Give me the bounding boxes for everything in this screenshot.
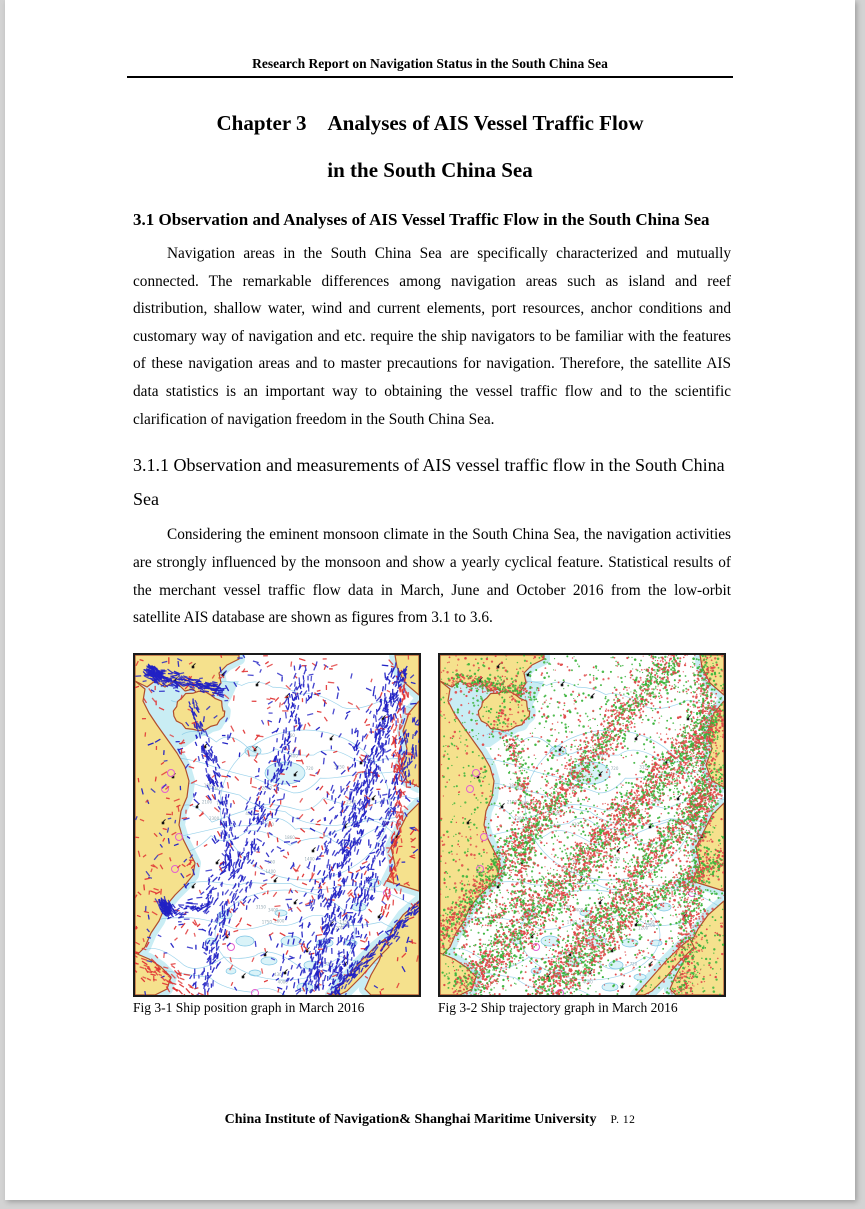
figure-3-2-map	[438, 653, 726, 997]
section-3-1-paragraph: Navigation areas in the South China Sea are specifically characterized and mutually connected. The remarkable differences among navigation areas such as island and reef distribution, shallow water, wind and current elements, port resources, anchor conditions and customary way of navigation and etc. require the ship navigators to be familiar with the features of these navigation areas and to master precautions for navigation. Therefore, the satellite AIS data statistics is an important way to obtaining the vessel traffic flow and to the scientific clarification of navigation freedom in the South China Sea.	[133, 245, 731, 428]
section-3-1-1-heading: 3.1.1 Observation and measurements of AIS vessel traffic flow in the South China Sea	[133, 455, 725, 510]
ship-position-chart-march-2016	[135, 655, 419, 995]
section-3-1-heading: 3.1 Observation and Analyses of AIS Vessel Traffic Flow in the South China Sea	[133, 210, 710, 229]
footer-page-number: P. 12	[610, 1114, 636, 1126]
footer-institution: China Institute of Navigation& Shanghai Maritime University	[224, 1112, 597, 1127]
ship-trajectory-chart-march-2016	[440, 655, 724, 995]
chapter-title-line2: in the South China Sea	[327, 158, 533, 182]
page-footer	[5, 1112, 855, 1128]
header-rule	[127, 76, 733, 78]
figure-3-1-caption: Fig 3-1 Ship position graph in March 2016	[133, 1000, 365, 1015]
running-header-title: Research Report on Navigation Status in the South China Sea	[252, 56, 608, 71]
section-3-1-1-paragraph: Considering the eminent monsoon climate in the South China Sea, the navigation activities are strongly influenced by the monsoon and show a yearly cyclical feature. Statistical results of the merchant vessel traffic flow data in March, June and October 2016 from the low-orbit satellite AIS database are shown as figures from 3.1 to 3.6.	[133, 526, 731, 627]
figure-3-1-map	[133, 653, 421, 997]
chapter-title-line1: Chapter 3 Analyses of AIS Vessel Traffic Flow	[216, 111, 644, 135]
figures-row	[133, 653, 731, 997]
page-content	[133, 205, 731, 632]
figure-3-2-caption: Fig 3-2 Ship trajectory graph in March 2016	[438, 1000, 678, 1015]
document-page	[5, 0, 855, 1200]
